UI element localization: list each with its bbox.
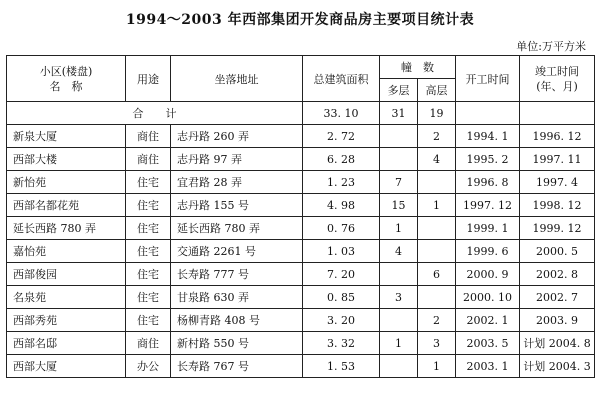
cell-address: 长寿路 777 号 [171, 263, 303, 286]
cell-high [418, 240, 456, 263]
header-use: 用途 [126, 56, 171, 102]
cell-name: 新泉大厦 [7, 125, 126, 148]
total-low: 31 [380, 102, 418, 125]
cell-area: 1. 03 [303, 240, 380, 263]
cell-area: 3. 20 [303, 309, 380, 332]
header-start: 开工时间 [456, 56, 520, 102]
header-end [520, 56, 595, 102]
cell-end: 1996. 12 [520, 125, 595, 148]
unit-label: 单位:万平方米 [516, 40, 586, 53]
header-low: 多层 [380, 79, 418, 102]
table-row [7, 240, 595, 263]
table-row [7, 194, 595, 217]
cell-end: 1997. 11 [520, 148, 595, 171]
header-high: 高层 [418, 79, 456, 102]
table-title: 1994～2003 年西部集团开发商品房主要项目统计表 [125, 12, 475, 28]
cell-end: 2003. 9 [520, 309, 595, 332]
total-area: 33. 10 [303, 102, 380, 125]
cell-low: 1 [380, 332, 418, 355]
header-name-line1: 小区(楼盘) [39, 64, 93, 78]
cell-name: 西部秀苑 [7, 309, 126, 332]
cell-end: 2000. 5 [520, 240, 595, 263]
table-row [7, 148, 595, 171]
cell-high [418, 217, 456, 240]
cell-address: 长寿路 767 号 [171, 355, 303, 378]
cell-low: 3 [380, 286, 418, 309]
cell-address: 志丹路 260 弄 [171, 125, 303, 148]
cell-start: 2003. 5 [456, 332, 520, 355]
total-start [456, 102, 520, 125]
cell-use: 商住 [126, 148, 171, 171]
header-buildings: 幢 数 [380, 56, 456, 79]
total-row [7, 102, 595, 125]
cell-high: 3 [418, 332, 456, 355]
cell-high [418, 171, 456, 194]
header-name [7, 56, 126, 102]
table-row [7, 171, 595, 194]
cell-use: 住宅 [126, 194, 171, 217]
cell-address: 志丹路 97 弄 [171, 148, 303, 171]
cell-use: 住宅 [126, 309, 171, 332]
cell-high: 6 [418, 263, 456, 286]
table-row [7, 286, 595, 309]
cell-end: 计划 2004. 8 [520, 332, 595, 355]
cell-start: 1999. 1 [456, 217, 520, 240]
header-area: 总建筑面积 [303, 56, 380, 102]
cell-low [380, 309, 418, 332]
table-row [7, 263, 595, 286]
cell-name: 西部大厦 [7, 355, 126, 378]
cell-start: 1999. 6 [456, 240, 520, 263]
cell-low: 7 [380, 171, 418, 194]
header-name-line2: 名 称 [49, 79, 83, 93]
cell-low [380, 125, 418, 148]
cell-low: 4 [380, 240, 418, 263]
header-end-line1: 竣工时间 [535, 64, 579, 78]
total-label: 合 计 [7, 102, 303, 125]
cell-use: 住宅 [126, 217, 171, 240]
cell-address: 甘泉路 630 弄 [171, 286, 303, 309]
cell-start: 2003. 1 [456, 355, 520, 378]
cell-end: 1998. 12 [520, 194, 595, 217]
cell-use: 住宅 [126, 240, 171, 263]
cell-high: 2 [418, 125, 456, 148]
cell-start: 2000. 9 [456, 263, 520, 286]
cell-address: 志丹路 155 号 [171, 194, 303, 217]
cell-start: 1995. 2 [456, 148, 520, 171]
table-row [7, 217, 595, 240]
cell-name: 西部名邸 [7, 332, 126, 355]
cell-name: 延长西路 780 弄 [7, 217, 126, 240]
cell-use: 住宅 [126, 263, 171, 286]
cell-area: 0. 76 [303, 217, 380, 240]
cell-high: 4 [418, 148, 456, 171]
cell-start: 1997. 12 [456, 194, 520, 217]
cell-low [380, 148, 418, 171]
cell-low: 15 [380, 194, 418, 217]
cell-start: 2000. 10 [456, 286, 520, 309]
cell-name: 西部大楼 [7, 148, 126, 171]
table-row [7, 355, 595, 378]
cell-end: 2002. 8 [520, 263, 595, 286]
table-row [7, 332, 595, 355]
cell-area: 4. 98 [303, 194, 380, 217]
cell-start: 2002. 1 [456, 309, 520, 332]
cell-end: 1997. 4 [520, 171, 595, 194]
cell-area: 7. 20 [303, 263, 380, 286]
cell-use: 商住 [126, 332, 171, 355]
total-end [520, 102, 595, 125]
cell-use: 住宅 [126, 286, 171, 309]
cell-end: 1999. 12 [520, 217, 595, 240]
cell-name: 名泉苑 [7, 286, 126, 309]
cell-use: 住宅 [126, 171, 171, 194]
cell-address: 宜君路 28 弄 [171, 171, 303, 194]
cell-address: 延长西路 780 弄 [171, 217, 303, 240]
cell-low [380, 263, 418, 286]
cell-high: 1 [418, 355, 456, 378]
cell-address: 交通路 2261 号 [171, 240, 303, 263]
cell-name: 嘉怡苑 [7, 240, 126, 263]
cell-name: 西部名都花苑 [7, 194, 126, 217]
cell-start: 1996. 8 [456, 171, 520, 194]
cell-area: 6. 28 [303, 148, 380, 171]
cell-high: 2 [418, 309, 456, 332]
cell-use: 商住 [126, 125, 171, 148]
cell-area: 2. 72 [303, 125, 380, 148]
cell-area: 3. 32 [303, 332, 380, 355]
cell-address: 杨柳青路 408 号 [171, 309, 303, 332]
cell-address: 新村路 550 号 [171, 332, 303, 355]
cell-area: 1. 23 [303, 171, 380, 194]
cell-high: 1 [418, 194, 456, 217]
cell-name: 新怡苑 [7, 171, 126, 194]
cell-low [380, 355, 418, 378]
cell-use: 办公 [126, 355, 171, 378]
total-high: 19 [418, 102, 456, 125]
cell-end: 计划 2004. 3 [520, 355, 595, 378]
table-row [7, 125, 595, 148]
header-row-1 [7, 56, 595, 79]
table-row [7, 309, 595, 332]
cell-end: 2002. 7 [520, 286, 595, 309]
header-end-line2: (年、月) [536, 79, 578, 93]
cell-low: 1 [380, 217, 418, 240]
header-address: 坐落地址 [171, 56, 303, 102]
cell-start: 1994. 1 [456, 125, 520, 148]
statistics-table [6, 55, 595, 378]
cell-area: 1. 53 [303, 355, 380, 378]
cell-name: 西部俊园 [7, 263, 126, 286]
cell-area: 0. 85 [303, 286, 380, 309]
cell-high [418, 286, 456, 309]
